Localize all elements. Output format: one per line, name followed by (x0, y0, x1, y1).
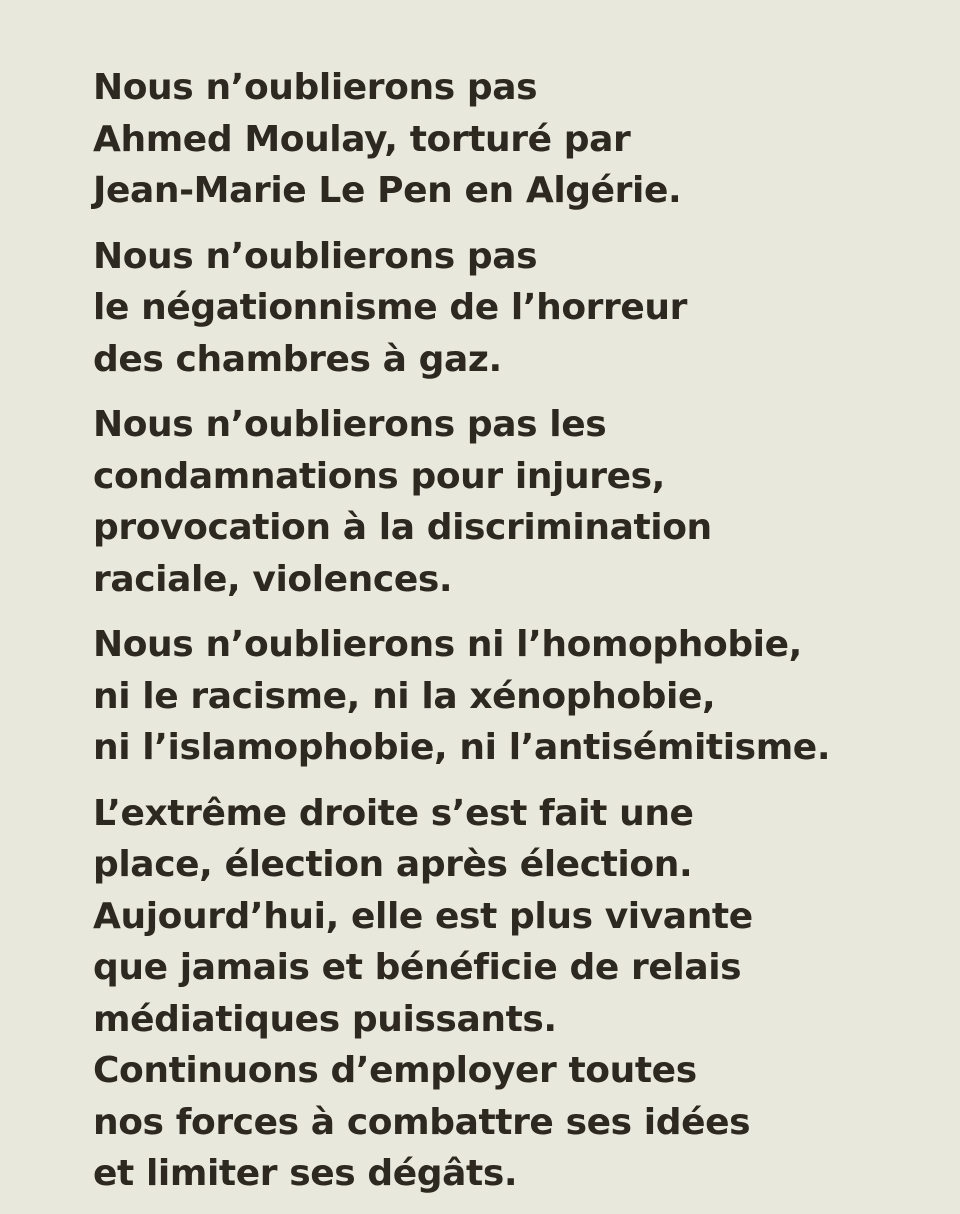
text-line: Ahmed Moulay, torturé par (93, 118, 631, 160)
text-line: Aujourd’hui, elle est plus vivante (93, 895, 753, 937)
text-line: médiatiques puissants. (93, 998, 557, 1040)
text-line: Continuons d’employer toutes (93, 1050, 697, 1091)
text-line: ni le racisme, ni la xénophobie, (93, 675, 716, 717)
text-line: Nous n’oublierons pas (93, 67, 538, 108)
text-line: que jamais et bénéficie de relais (93, 947, 742, 988)
text-line: Nous n’oublierons ni l’homophobie, (93, 624, 802, 665)
paragraph-extreme-droite (93, 788, 933, 1200)
paragraph-negationnisme (93, 231, 933, 386)
statement-text (93, 62, 933, 1214)
text-line: des chambres à gaz. (93, 338, 502, 380)
text-line: nos forces à combattre ses idées (93, 1101, 751, 1143)
text-line: raciale, violences. (93, 558, 453, 600)
text-line: ni l’islamophobie, ni l’antisémitisme. (93, 727, 831, 768)
text-line: et limiter ses dégâts. (93, 1153, 518, 1194)
text-line: Jean-Marie Le Pen en Algérie. (93, 170, 682, 211)
text-line: condamnations pour injures, (93, 455, 665, 497)
paragraph-condamnations (93, 399, 933, 605)
text-line: Nous n’oublierons pas (93, 235, 538, 277)
text-line: L’extrême droite s’est fait une (93, 792, 694, 834)
paragraph-ahmed-moulay (93, 62, 933, 217)
paragraph-homophobie (93, 619, 933, 774)
text-line: provocation à la discrimination (93, 507, 712, 548)
text-line: le négationnisme de l’horreur (93, 287, 687, 328)
text-line: Nous n’oublierons pas les (93, 404, 607, 445)
text-line: place, élection après élection. (93, 844, 693, 885)
